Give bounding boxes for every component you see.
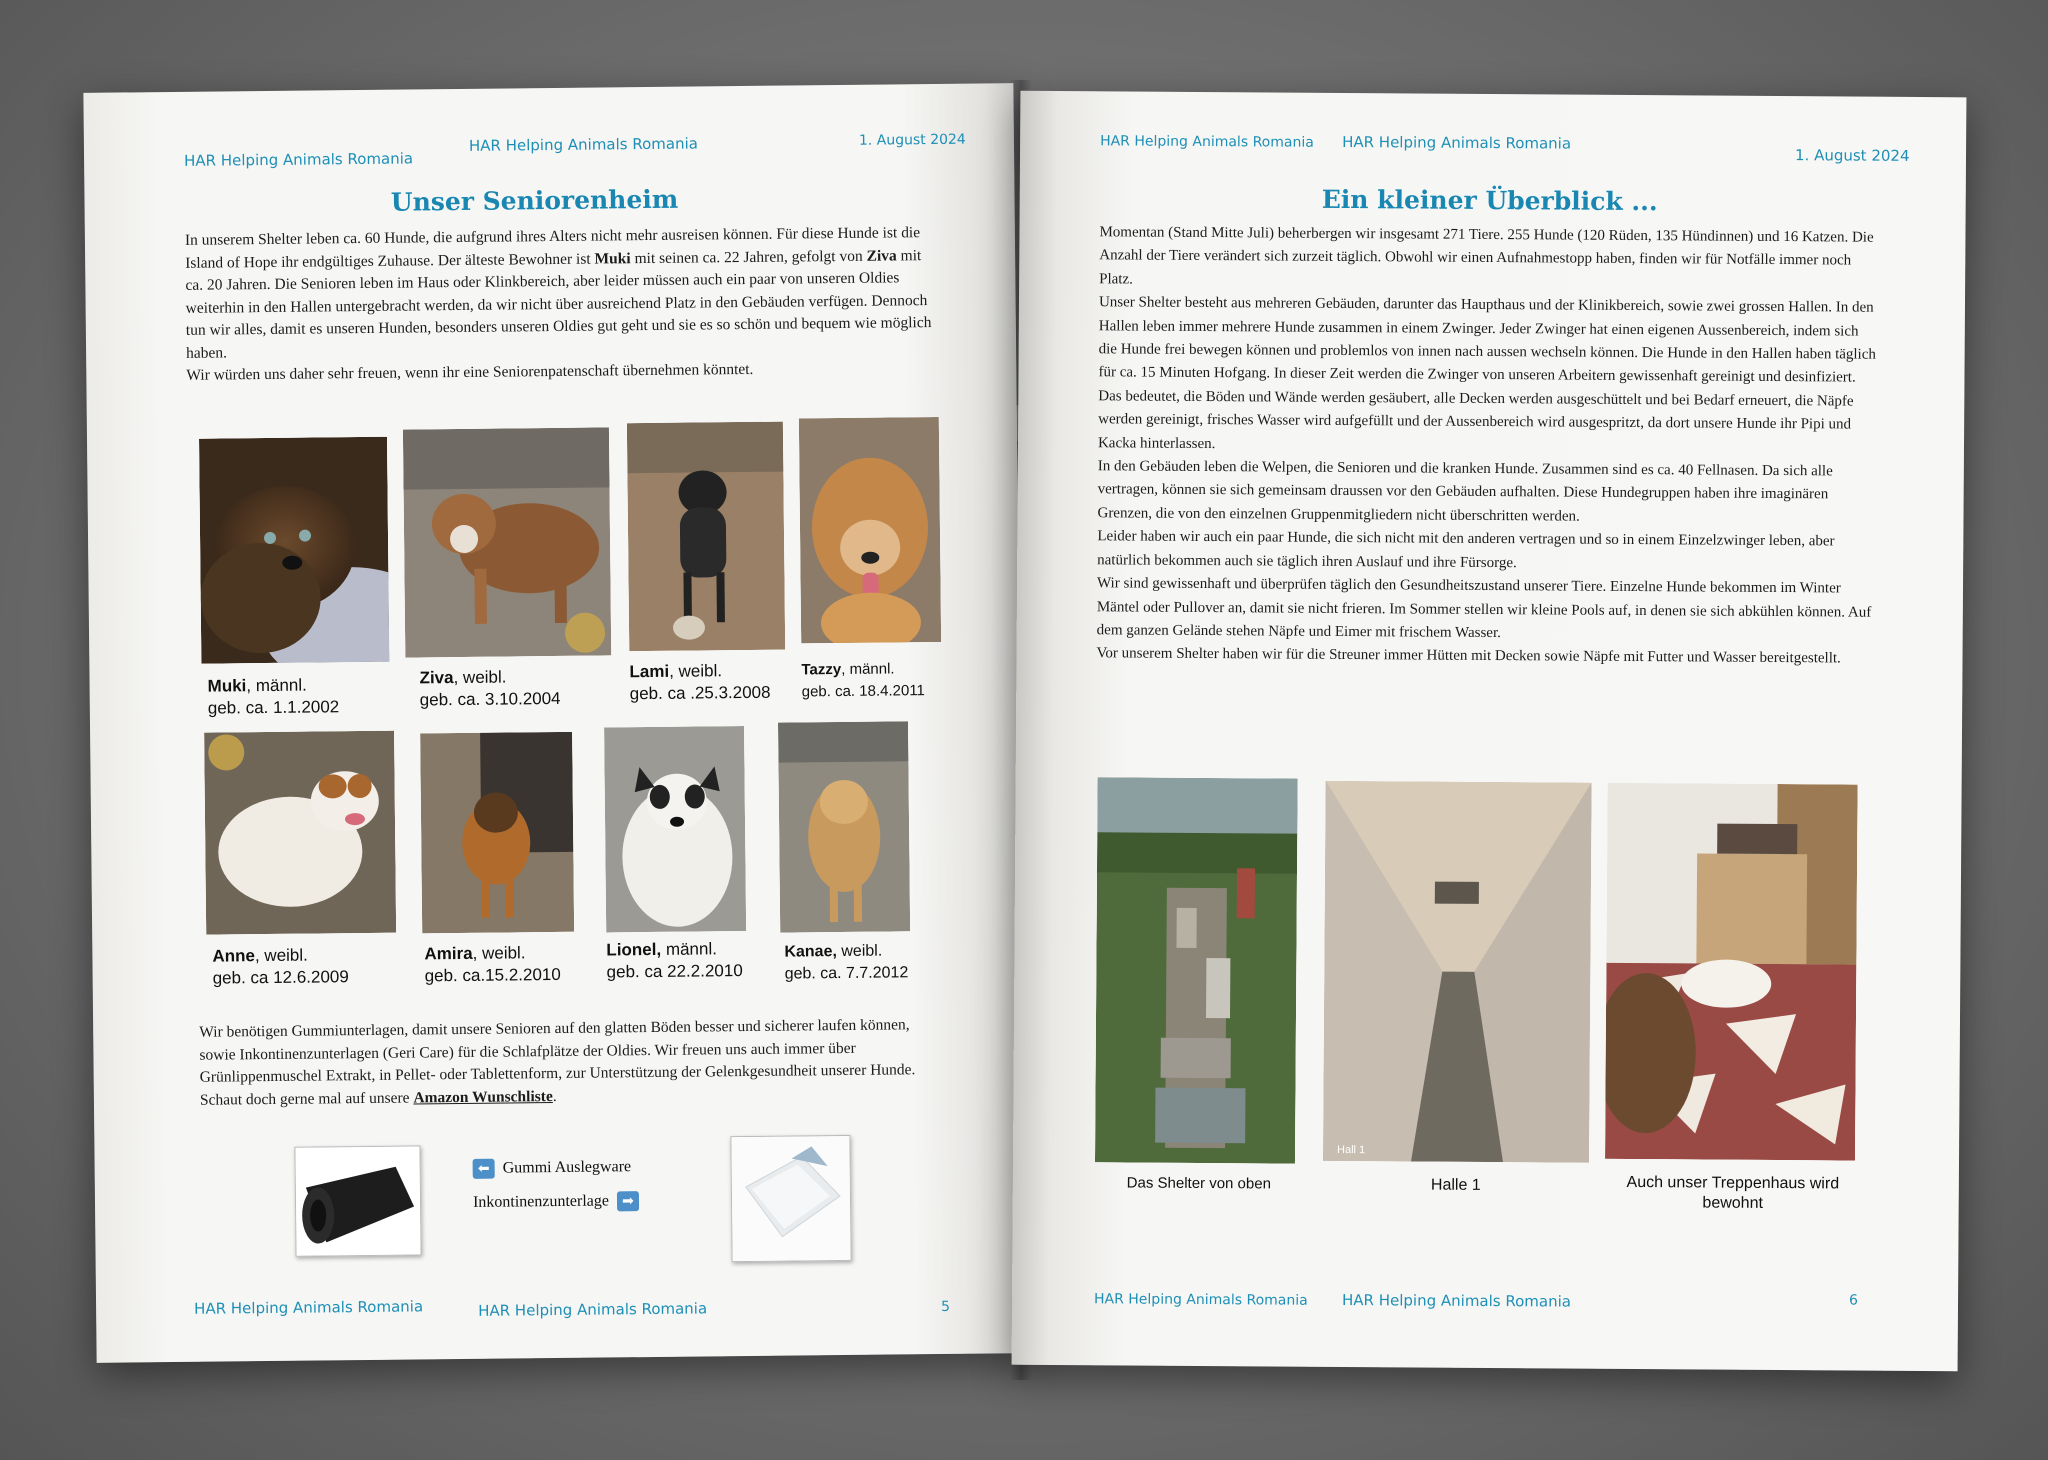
- footer-org-center: HAR Helping Animals Romania: [478, 1299, 708, 1320]
- dog-caption-ziva: Ziva, weibl. geb. ca. 3.10.2004: [419, 667, 561, 710]
- left-page: [83, 83, 1026, 1363]
- dog-caption-kanae: Kanae, weibl. geb. ca. 7.7.2012: [784, 942, 909, 983]
- header-org: HAR Helping Animals Romania: [183, 149, 414, 170]
- dog-photo-amira: [420, 732, 574, 934]
- photo-caption-staircase: Auch unser Treppenhaus wird bewohnt: [1626, 1173, 1840, 1212]
- rubber-mat-image: [294, 1145, 421, 1256]
- dog-caption-lionel: Lionel, männl. geb. ca 22.2.2010: [606, 939, 743, 982]
- dog-photo-muki: [199, 437, 389, 664]
- amazon-wishlist-link[interactable]: Amazon Wunschliste: [413, 1087, 553, 1107]
- dog-caption-anne: Anne, weibl. geb. ca 12.6.2009: [212, 945, 349, 988]
- hall-photo: [1323, 781, 1592, 1163]
- product-label-gummi: [473, 1157, 632, 1179]
- shelter-aerial-photo: [1095, 777, 1298, 1163]
- footer-org: HAR Helping Animals Romania: [194, 1297, 424, 1318]
- photo-caption-hall: Halle 1: [1430, 1176, 1481, 1194]
- page-title: Ein kleiner Überblick ...: [1321, 184, 1658, 217]
- dog-photo-ziva: [403, 427, 611, 657]
- right-page: [1012, 91, 1967, 1372]
- arrow-right-icon: ➡: [617, 1191, 639, 1211]
- dog-photo-lami: [627, 422, 785, 652]
- header-org-center: HAR Helping Animals Romania: [1342, 132, 1572, 153]
- product-label-inkontinenz: [473, 1191, 639, 1213]
- footer-org: HAR Helping Animals Romania: [1093, 1291, 1308, 1309]
- page-title: Unser Seniorenheim: [390, 184, 679, 217]
- dog-caption-tazzy: Tazzy, männl. geb. ca. 18.4.2011: [801, 660, 925, 701]
- header-org-center: HAR Helping Animals Romania: [468, 134, 699, 155]
- dog-caption-muki: Muki, männl. geb. ca. 1.1.2002: [207, 675, 340, 718]
- header-org: HAR Helping Animals Romania: [1100, 133, 1314, 151]
- dog-caption-amira: Amira, weibl. geb. ca.15.2.2010: [424, 943, 561, 986]
- arrow-left-icon: ⬅: [473, 1159, 495, 1179]
- page-number: 6: [1848, 1292, 1859, 1309]
- incontinence-pad-image: [730, 1135, 851, 1262]
- photo-caption-aerial: Das Shelter von oben: [1126, 1174, 1272, 1193]
- header-date: 1. August 2024: [1794, 146, 1910, 165]
- hall-overlay-label: Hall 1: [1337, 1143, 1366, 1157]
- header-date: 1. August 2024: [858, 131, 966, 149]
- dog-photo-kanae: [778, 721, 910, 932]
- dog-photo-tazzy: [799, 417, 941, 643]
- intro-text: In unserem Shelter leben ca. 60 Hunde, die aufgrund ihres Alters nicht mehr ausreisen können. Für diese Hunde ist die Island of Hope ihr endgültiges Zuhause. Der älteste Bewohner ist Muki mit seinen ca. 22 Jahren, gefolgt von Ziva mit ca. 20 Jahren. Die Senioren leben im Haus oder Klinkbereich, aber leider müssen auch ein paar von unseren Oldies weiterhin in den Hallen untergebracht werden, da wir nicht über ausreichend Platz in den Gebäuden verfügen. Dennoch tun wir alles, damit es unseren Hunden, besonders unseren Oldies gut geht und sie es so schön und bequem wie möglich haben. Wir würden uns daher sehr freuen, wenn ihr eine Seniorenpatenschaft übernehmen könntet.: [184, 224, 932, 384]
- gummi-label: Gummi Auslegware: [502, 1158, 632, 1177]
- dog-photo-lionel: [604, 726, 746, 932]
- footer-org-center: HAR Helping Animals Romania: [1341, 1290, 1572, 1311]
- dog-photo-anne: [204, 731, 396, 935]
- staircase-photo: [1605, 783, 1858, 1161]
- page-number: 5: [941, 1298, 951, 1315]
- dog-caption-lami: Lami, weibl. geb. ca .25.3.2008: [629, 661, 771, 704]
- overview-text: Momentan (Stand Mitte Juli) beherbergen wir insgesamt 271 Tiere. 255 Hunde (120 Rüden, 135 Hündinnen) und 16 Katzen. Die Anzahl der Tiere verändert sich zurzeit täglich. Obwohl wir einen Aufnahmestopp haben, finden wir für Notfälle immer noch Platz. Unser Shelter besteht aus mehreren Gebäuden, darunter das Haupthaus und der Klinikbereich, sowie zwei grossen Hallen. In den Hallen leben immer mehrere Hunde zusammen in einem Zwinger. Jeder Zwinger hat einen eigenen Aussenbereich, indem sich die Hunde frei bewegen können und problemlos von innen nach aussen wechseln können. Die Hunde in den Hallen haben täglich für ca. 15 Minuten Hofgang. In dieser Zeit werden die Zwinger von unseren Arbeitern gewissenhaft gereinigt und desinfiziert. Das bedeutet, die Böden und Wände werden gesäubert, alle Decken werden ausgeschüttelt und bei Bedarf erneuert, die Näpfe werden gereinigt, frisches Wasser wird aufgefüllt und der Aussenbereich wird ausgespritzt, da dort unsere Hunde ihr Pipi und Kacka hinterlassen. In den Gebäuden leben die Welpen, die Senioren und die kranken Hunde. Zusammen sind es ca. 40 Fellnasen. Da sich alle vertragen, können sie sich gemeinsam draussen vor den Gebäuden aufhalten. Diese Hundegruppen haben ihre imaginären Grenzen, die von den einzelnen Gruppenmitgliedern nicht überschritten werden. Leider haben wir auch ein paar Hunde, die sich nicht mit den anderen vertragen und so in einem Einzelzwinger leben, aber natürlich bekommen auch sie täglich ihren Auslauf und ihre Fürsorge. Wir sind gewissenhaft und überprüfen täglich den Gesundheitszustand unserer Tiere. Einzelne Hunde bekommen im Winter Mäntel oder Pullover an, damit sie nicht frieren. Im Sommer stellen wir kleine Pools auf, in denen sie sich abkühlen können. Auf dem ganzen Gelände stehen Näpfe und Eimer mit frischem Wasser. Vor unserem Shelter haben wir für die Streuner immer Hütten mit Decken sowie Näpfe mit Futter und Wasser bereitgestellt.: [1096, 224, 1876, 667]
- needs-text: Wir benötigen Gummiunterlagen, damit unsere Senioren auf den glatten Böden besser und sicherer laufen können, sowie Inkontinenzunterlagen (Geri Care) für die Schlafplätze der Oldies. Wir freuen uns auch immer über Grünlippenmuschel Extrakt, in Pellet- oder Tablettenform, zur Unterstützung der Gelenkgesundheit unserer Hunde. Schaut doch gerne mal auf unsere Amazon Wunschliste.: [199, 1016, 916, 1109]
- inkontinenz-label: Inkontinenzunterlage: [472, 1192, 610, 1211]
